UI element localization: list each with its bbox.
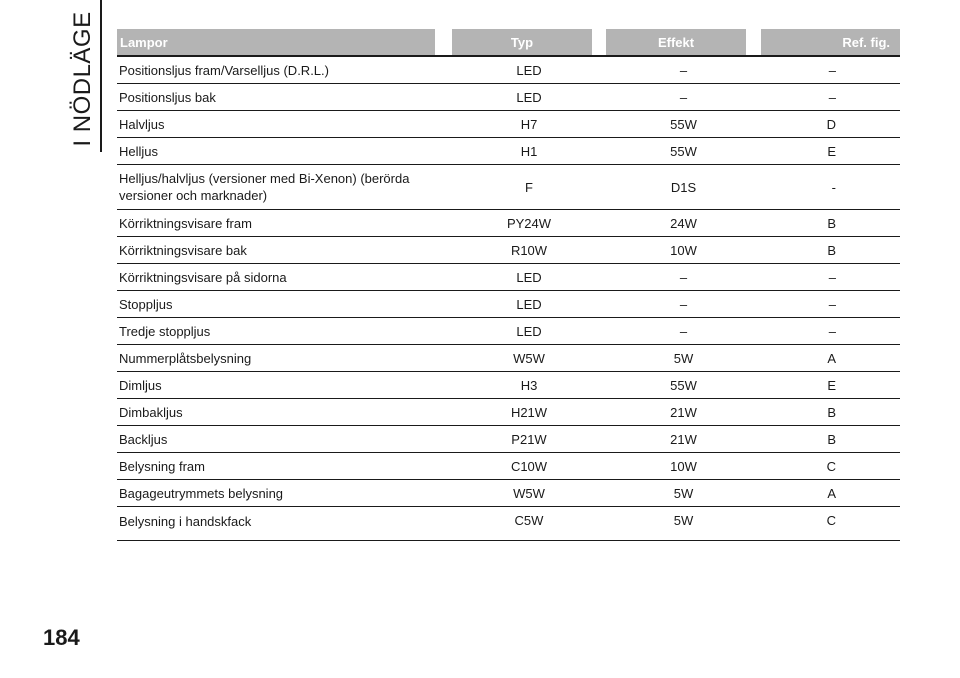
cell-power: 24W <box>670 215 697 231</box>
cell-type: R10W <box>510 242 548 258</box>
cell-ref: D <box>826 116 836 132</box>
table-row <box>117 111 900 138</box>
cell-lamp: Belysning i handskfack <box>119 514 252 529</box>
cell-lamp: Belysning fram <box>119 458 205 474</box>
cell-ref: B <box>827 404 836 420</box>
cell-ref: A <box>827 350 836 366</box>
table-body <box>117 57 900 541</box>
cell-power: 55W <box>670 377 697 393</box>
cell-type: PY24W <box>506 215 552 231</box>
cell-power: 21W <box>670 404 697 420</box>
cell-lamp: Tredje stoppljus <box>119 323 211 339</box>
section-divider <box>100 0 102 152</box>
table-row <box>117 318 900 345</box>
cell-lamp: Positionsljus fram/Varselljus (D.R.L.) <box>119 62 329 78</box>
cell-power: – <box>679 89 688 105</box>
cell-type: C10W <box>510 458 548 474</box>
cell-power: – <box>679 269 688 285</box>
table-row <box>117 507 900 541</box>
header-lampor: Lampor <box>117 29 435 55</box>
cell-type: H3 <box>520 377 538 393</box>
cell-power: – <box>679 296 688 312</box>
cell-type: H1 <box>520 143 538 159</box>
cell-type: C5W <box>514 513 544 528</box>
cell-power: 5W <box>673 485 694 501</box>
table-row <box>117 237 900 264</box>
cell-lamp: Positionsljus bak <box>119 89 216 105</box>
section-title <box>63 11 103 147</box>
cell-ref: – <box>828 296 836 312</box>
cell-type: LED <box>516 269 542 285</box>
page-number: 184 <box>43 625 80 650</box>
cell-ref: – <box>828 89 836 105</box>
cell-type: LED <box>516 62 542 78</box>
cell-lamp: Helljus/halvljus (versioner med Bi-Xenon) (berörda versioner och marknader) <box>119 171 410 203</box>
cell-type: F <box>525 179 533 195</box>
cell-ref: B <box>827 242 836 258</box>
cell-ref: B <box>827 215 836 231</box>
cell-ref: B <box>827 431 836 447</box>
cell-type: W5W <box>513 350 545 366</box>
table-row <box>117 57 900 84</box>
section-title-text: I NÖDLÄGE <box>69 11 96 147</box>
header-typ: Typ <box>452 29 592 55</box>
cell-power: 21W <box>670 431 697 447</box>
table-row <box>117 399 900 426</box>
cell-power: 5W <box>673 350 694 366</box>
cell-power: 55W <box>670 116 697 132</box>
cell-type: LED <box>516 323 542 339</box>
table-row <box>117 453 900 480</box>
cell-lamp: Dimljus <box>119 377 162 393</box>
cell-power: 55W <box>670 143 697 159</box>
header-ref-fig: Ref. fig. <box>761 29 900 55</box>
cell-lamp: Helljus <box>119 143 159 159</box>
cell-power: 10W <box>670 458 697 474</box>
cell-type: H7 <box>520 116 538 132</box>
cell-lamp: Stoppljus <box>119 296 173 312</box>
table-row <box>117 372 900 399</box>
cell-power: 5W <box>673 513 694 528</box>
table-row <box>117 426 900 453</box>
cell-lamp: Nummerplåtsbelysning <box>119 350 252 366</box>
cell-lamp: Körriktningsvisare fram <box>119 215 252 231</box>
table-row <box>117 480 900 507</box>
cell-type: H21W <box>510 404 548 420</box>
table-row <box>117 165 900 210</box>
cell-ref: E <box>827 143 836 159</box>
cell-lamp: Halvljus <box>119 116 165 132</box>
cell-lamp: Bagageutrymmets belysning <box>119 485 284 501</box>
cell-power: D1S <box>670 179 697 195</box>
cell-type: LED <box>516 296 542 312</box>
cell-ref: C <box>826 458 836 474</box>
cell-ref: – <box>828 269 836 285</box>
table-row <box>117 291 900 318</box>
cell-type: W5W <box>513 485 545 501</box>
cell-lamp: Körriktningsvisare på sidorna <box>119 269 287 285</box>
cell-type: LED <box>516 89 542 105</box>
cell-power: – <box>679 323 688 339</box>
cell-ref: E <box>827 377 836 393</box>
cell-ref: – <box>828 323 836 339</box>
table-row <box>117 138 900 165</box>
cell-lamp: Dimbakljus <box>119 404 183 420</box>
bulb-table <box>117 29 900 541</box>
cell-lamp: Backljus <box>119 431 168 447</box>
cell-ref: – <box>828 62 836 78</box>
cell-power: 10W <box>670 242 697 258</box>
cell-power: – <box>679 62 688 78</box>
table-row <box>117 84 900 111</box>
cell-ref: - <box>831 179 836 195</box>
cell-type: P21W <box>511 431 547 447</box>
table-header <box>117 29 900 55</box>
cell-lamp: Körriktningsvisare bak <box>119 242 247 258</box>
table-row <box>117 210 900 237</box>
table-row <box>117 345 900 372</box>
cell-ref: C <box>826 513 836 528</box>
cell-ref: A <box>827 485 836 501</box>
table-row <box>117 264 900 291</box>
header-effekt: Effekt <box>606 29 746 55</box>
